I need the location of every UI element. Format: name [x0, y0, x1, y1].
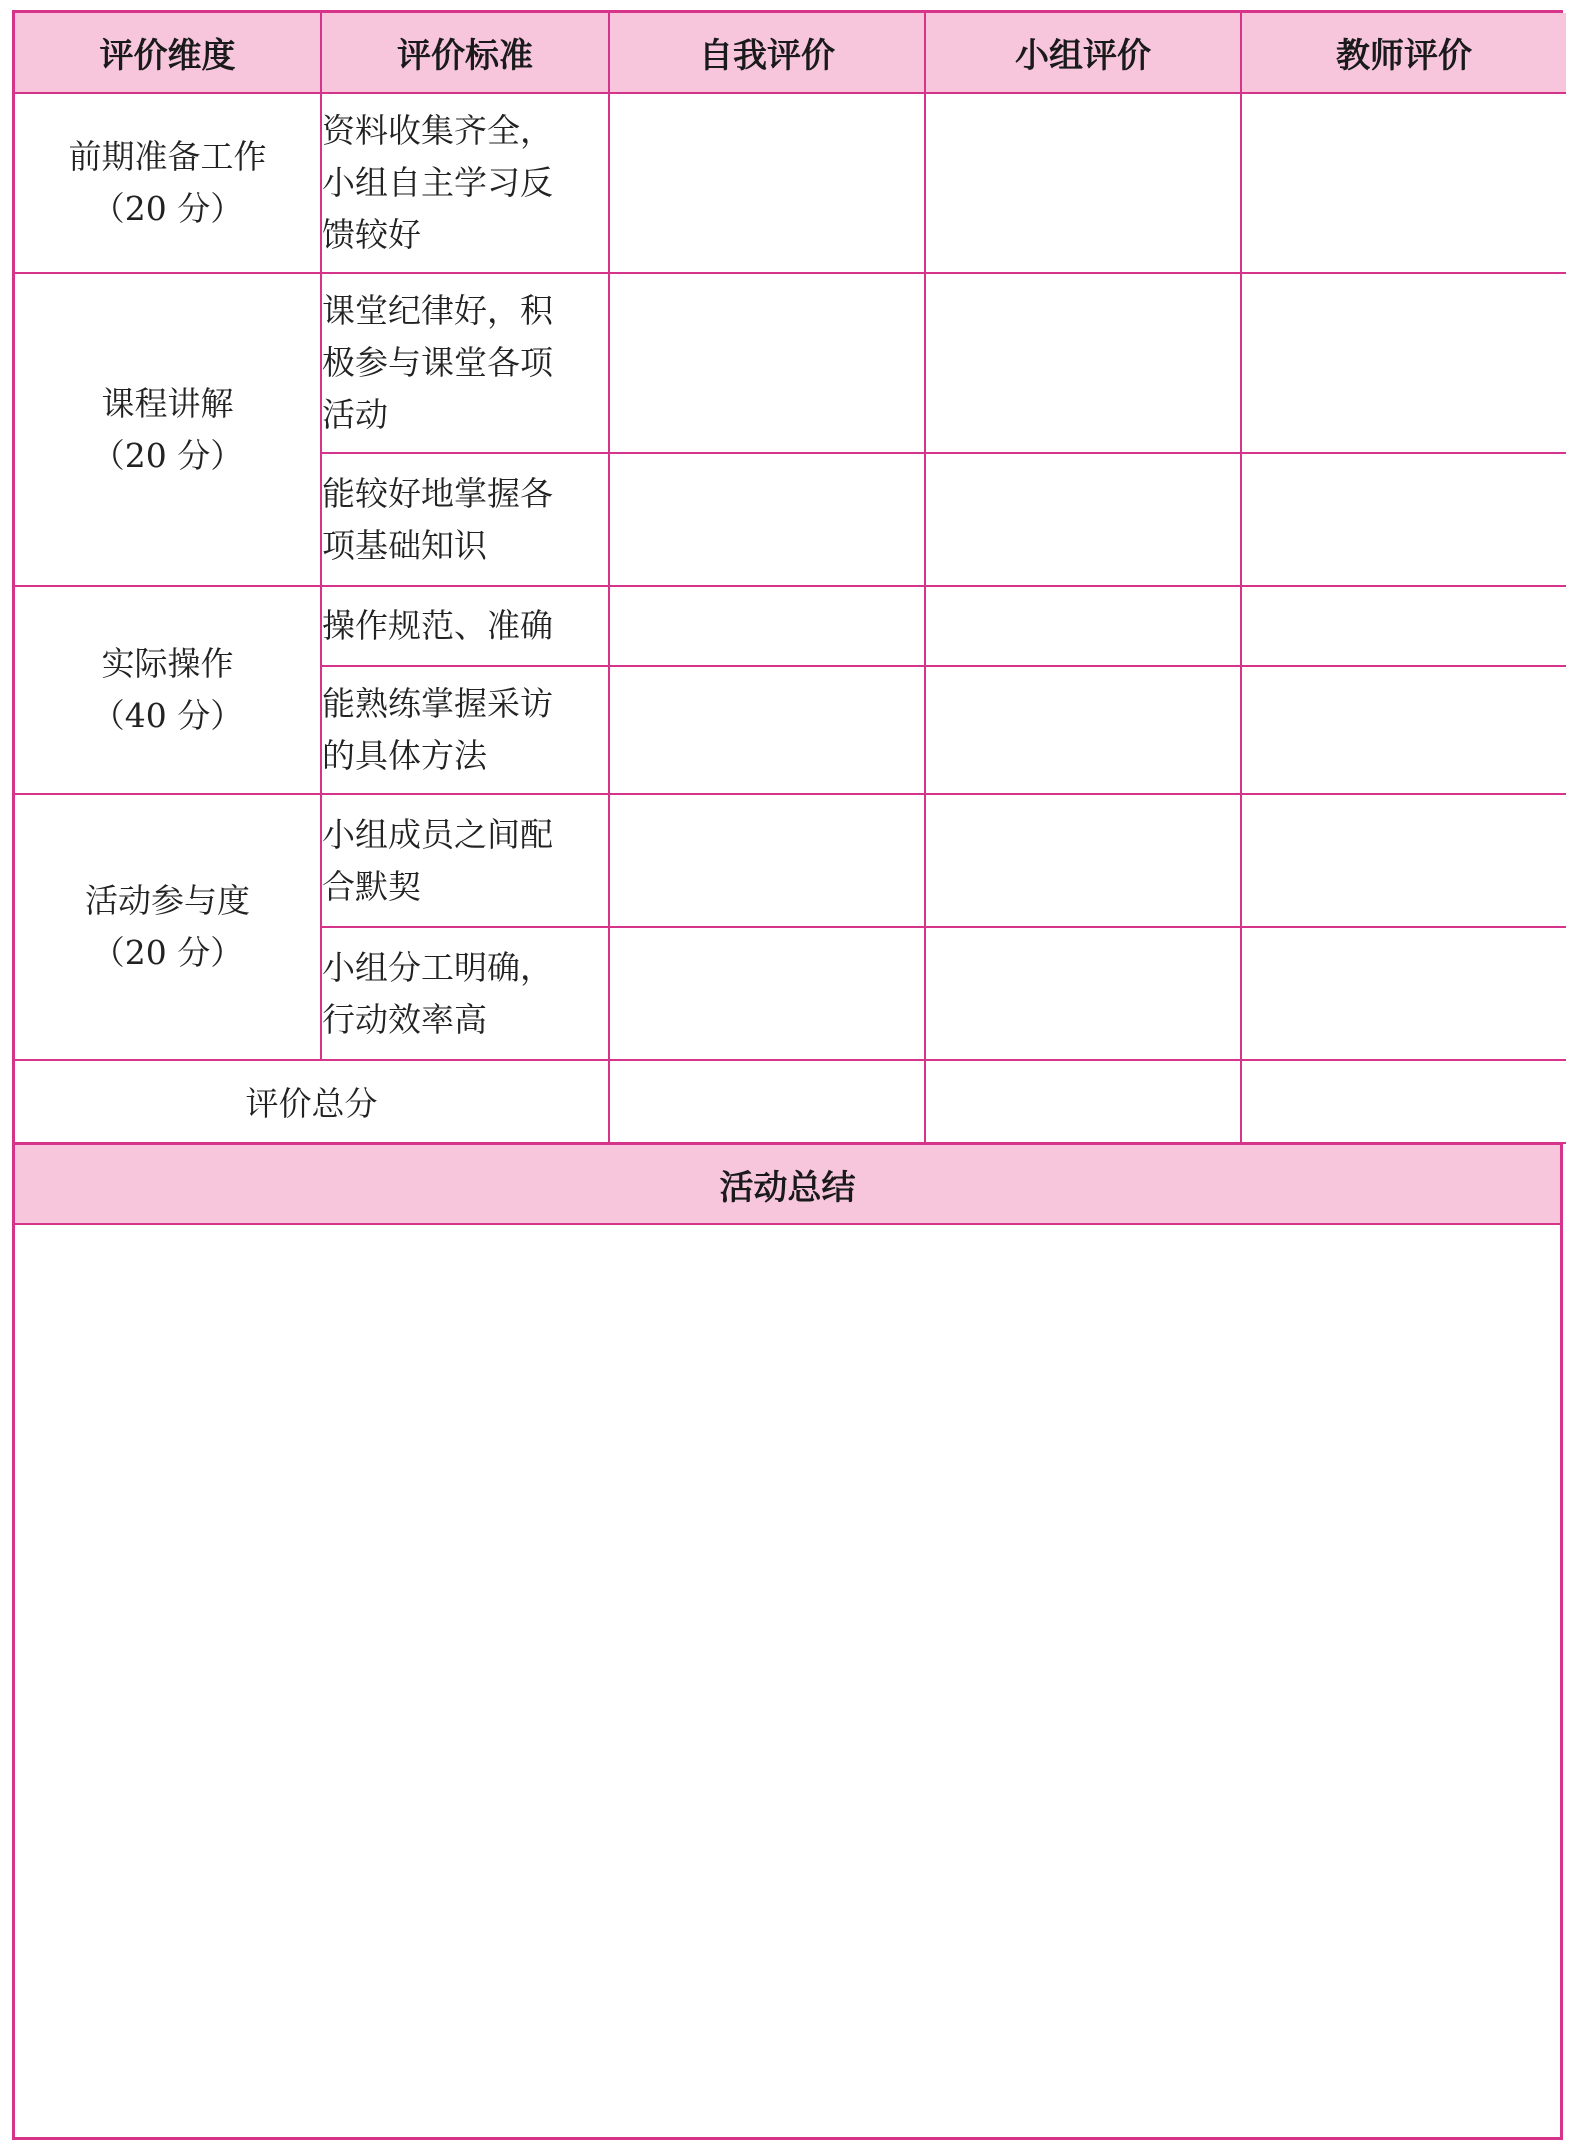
- dimension-cell: [15, 273, 321, 586]
- self-score-cell[interactable]: [609, 586, 925, 666]
- teacher-score-cell[interactable]: [1241, 586, 1566, 666]
- group-score-cell[interactable]: [925, 927, 1241, 1060]
- self-total-cell[interactable]: [609, 1060, 925, 1143]
- criteria-line: 合默契: [322, 866, 421, 906]
- teacher-score-cell[interactable]: [1241, 93, 1566, 273]
- teacher-score-cell[interactable]: [1241, 273, 1566, 453]
- criteria-line: 行动效率高: [322, 999, 487, 1039]
- dimension-name: 课程讲解: [101, 383, 234, 423]
- group-total-cell[interactable]: [925, 1060, 1241, 1143]
- criteria-cell: [321, 666, 609, 794]
- table-row: [15, 794, 1566, 927]
- dimension-name: 活动参与度: [85, 881, 250, 920]
- dimension-name: 实际操作: [101, 644, 234, 683]
- criteria-line: 能熟练掌握采访: [322, 684, 553, 723]
- criteria-cell: [321, 586, 609, 666]
- evaluation-sheet: [12, 10, 1563, 2140]
- dimension-score: （20 分）: [91, 435, 244, 475]
- table-row: [15, 586, 1566, 666]
- criteria-line: 的具体方法: [322, 736, 487, 775]
- table-row: [15, 93, 1566, 273]
- group-score-cell[interactable]: [925, 273, 1241, 453]
- dimension-score: （40 分）: [91, 696, 244, 735]
- criteria-cell: [321, 794, 609, 927]
- dimension-score: （20 分）: [91, 933, 244, 972]
- summary-title: 活动总结: [15, 1143, 1560, 1225]
- header-teacher-evaluation: 教师评价: [1241, 13, 1566, 93]
- self-score-cell[interactable]: [609, 666, 925, 794]
- group-score-cell[interactable]: [925, 93, 1241, 273]
- criteria-line: 馈较好: [322, 215, 421, 254]
- criteria-cell: [321, 93, 609, 273]
- group-score-cell[interactable]: [925, 794, 1241, 927]
- table-row: [15, 273, 1566, 453]
- dimension-cell: [15, 586, 321, 794]
- self-score-cell[interactable]: [609, 93, 925, 273]
- header-row: [15, 13, 1566, 93]
- teacher-score-cell[interactable]: [1241, 666, 1566, 794]
- criteria-cell: [321, 927, 609, 1060]
- summary-writing-area[interactable]: [15, 1225, 1560, 2137]
- self-score-cell[interactable]: [609, 794, 925, 927]
- criteria-line: 项基础知识: [322, 525, 487, 565]
- criteria-line: 操作规范、准确: [322, 606, 553, 645]
- dimension-score: （20 分）: [91, 189, 244, 228]
- criteria-line: 活动: [322, 395, 388, 434]
- criteria-line: 资料收集齐全，: [322, 111, 553, 150]
- total-row: [15, 1060, 1566, 1143]
- criteria-cell: [321, 273, 609, 453]
- criteria-line: 小组成员之间配: [322, 814, 553, 854]
- dimension-name: 前期准备工作: [68, 137, 267, 176]
- teacher-score-cell[interactable]: [1241, 453, 1566, 586]
- total-score-label: 评价总分: [15, 1060, 609, 1143]
- teacher-score-cell[interactable]: [1241, 927, 1566, 1060]
- group-score-cell[interactable]: [925, 453, 1241, 586]
- teacher-total-cell[interactable]: [1241, 1060, 1566, 1143]
- group-score-cell[interactable]: [925, 666, 1241, 794]
- teacher-score-cell[interactable]: [1241, 794, 1566, 927]
- header-self-evaluation: 自我评价: [609, 13, 925, 93]
- criteria-line: 极参与课堂各项: [322, 343, 553, 382]
- self-score-cell[interactable]: [609, 273, 925, 453]
- criteria-line: 能较好地掌握各: [322, 473, 553, 513]
- dimension-cell: [15, 794, 321, 1060]
- criteria-line: 小组分工明确，: [322, 947, 553, 987]
- self-score-cell[interactable]: [609, 927, 925, 1060]
- evaluation-table: [15, 13, 1566, 1144]
- criteria-line: 小组自主学习反: [322, 163, 553, 202]
- dimension-cell: [15, 93, 321, 273]
- header-dimension: 评价维度: [15, 13, 321, 93]
- header-criteria: 评价标准: [321, 13, 609, 93]
- header-group-evaluation: 小组评价: [925, 13, 1241, 93]
- group-score-cell[interactable]: [925, 586, 1241, 666]
- criteria-cell: [321, 453, 609, 586]
- criteria-line: 课堂纪律好，积: [322, 291, 553, 330]
- self-score-cell[interactable]: [609, 453, 925, 586]
